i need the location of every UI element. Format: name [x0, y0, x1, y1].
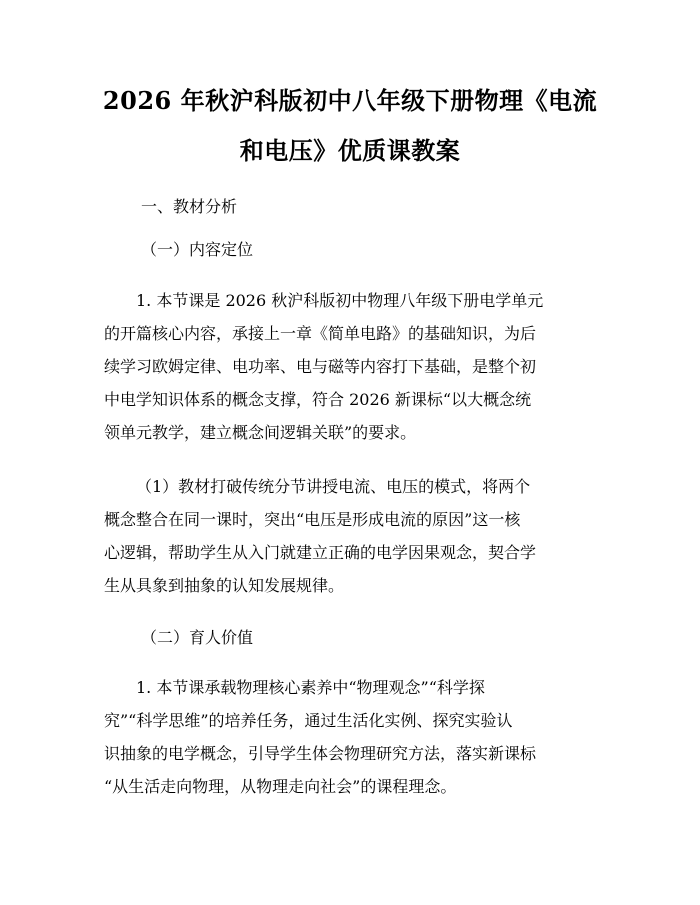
paragraph-line: 领单元教学，建立概念间逻辑关联”的要求。 — [104, 423, 417, 442]
paragraph-line: “从生活走向物理，从物理走向社会”的课程理念。 — [104, 777, 457, 796]
paragraph-line: 的开篇核心内容，承接上一章《简单电路》的基础知识，为后 — [104, 324, 537, 343]
subsection-heading-educational-value: （二）育人价值 — [141, 628, 254, 647]
paragraph-line: 续学习欧姆定律、电功率、电与磁等内容打下基础，是整个初 — [104, 357, 537, 376]
paragraph-line: 1. 本节课承载物理核心素养中“物理观念”“科学探 — [136, 678, 485, 697]
paragraph-line: （1）教材打破传统分节讲授电流、电压的模式，将两个 — [136, 477, 531, 496]
paragraph-line: 究”“科学思维”的培养任务，通过生活化实例、探究实验认 — [104, 711, 513, 730]
paragraph-line: 中电学知识体系的概念支撑，符合 2026 新课标“以大概念统 — [104, 390, 532, 409]
subsection-heading-content-positioning: （一）内容定位 — [141, 240, 254, 259]
document-title-line-1: 2026 年秋沪科版初中八年级下册物理《电流 — [102, 86, 598, 115]
paragraph-line: 识抽象的电学概念，引导学生体会物理研究方法，落实新课标 — [104, 744, 537, 763]
paragraph-line: 生从具象到抽象的认知发展规律。 — [104, 576, 345, 595]
section-heading: 一、教材分析 — [141, 197, 238, 216]
document-title-line-2: 和电压》优质课教案 — [239, 136, 461, 165]
paragraph-line: 概念整合在同一课时，突出“电压是形成电流的原因”这一核 — [104, 510, 521, 529]
paragraph-line: 1. 本节课是 2026 秋沪科版初中物理八年级下册电学单元 — [136, 291, 544, 310]
paragraph-line: 心逻辑，帮助学生从入门就建立正确的电学因果观念，契合学 — [104, 543, 537, 562]
